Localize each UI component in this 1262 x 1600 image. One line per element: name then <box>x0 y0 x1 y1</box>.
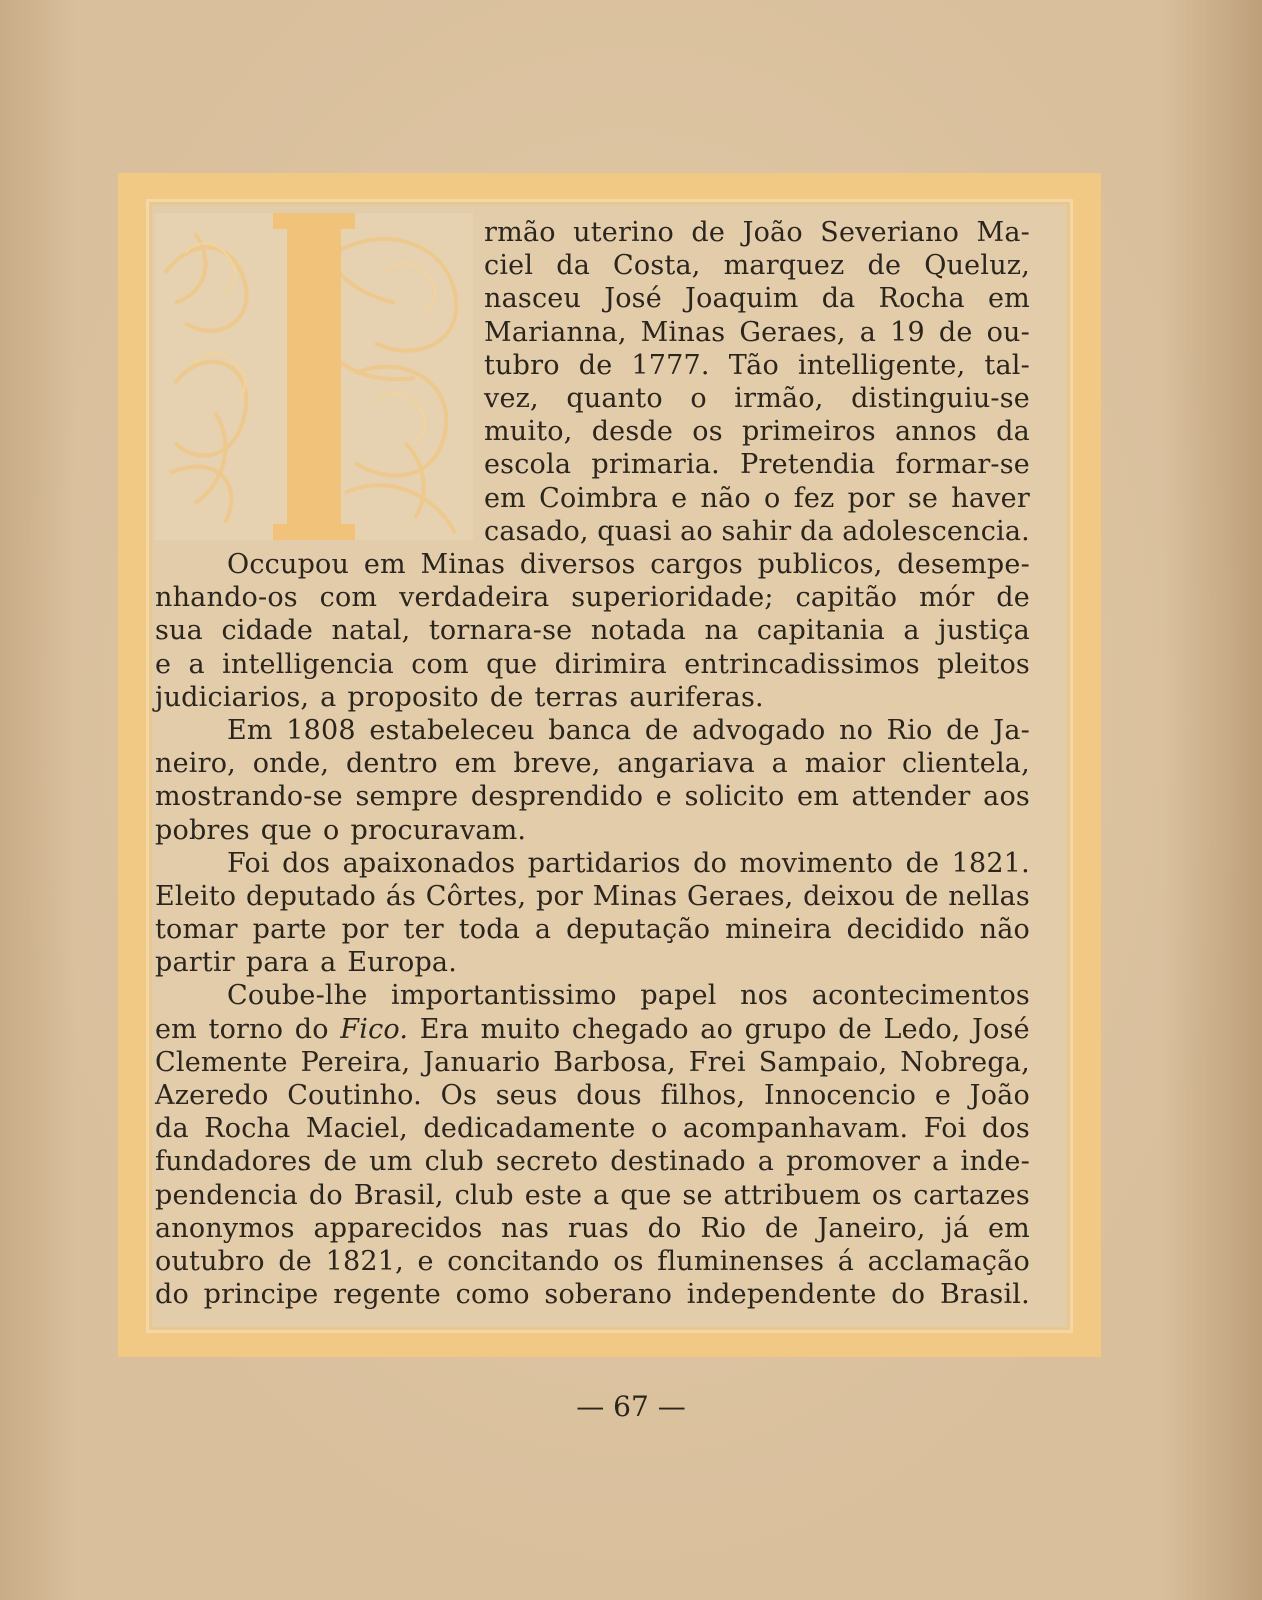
word: do <box>891 1279 926 1311</box>
word: de <box>838 1013 872 1045</box>
word: sua <box>155 615 203 647</box>
drop-cap-letter: I <box>313 458 315 459</box>
word: acclamação <box>867 1245 1030 1277</box>
word: do <box>647 1212 682 1244</box>
word: dos <box>981 1113 1030 1145</box>
word: um <box>369 1146 413 1178</box>
word: superioridade; <box>571 582 774 614</box>
word: annos <box>894 416 977 448</box>
word: estabeleceu <box>369 714 535 746</box>
word: mór <box>919 582 975 614</box>
word: deputação <box>566 914 711 946</box>
word: por <box>847 482 895 514</box>
word: 19 <box>890 316 925 348</box>
drop-cap-ornament <box>155 213 473 540</box>
word: verdadeira <box>399 582 550 614</box>
word: Nobrega, <box>900 1046 1030 1078</box>
word: Azeredo <box>155 1080 269 1111</box>
word: Januario <box>423 1046 541 1078</box>
word: Ja- <box>993 714 1030 746</box>
word: mostrando-se <box>155 781 343 813</box>
text-line <box>484 349 1030 382</box>
word: toda <box>458 914 521 946</box>
word: Minas <box>640 316 726 348</box>
word: em <box>987 1212 1030 1244</box>
word: do <box>294 1013 329 1045</box>
word: independente <box>686 1279 877 1311</box>
word: ruas <box>567 1212 629 1244</box>
word: secreto <box>495 1146 599 1178</box>
word: escola <box>484 449 572 481</box>
word: regente <box>333 1279 441 1311</box>
text-line <box>155 1179 1030 1212</box>
word: Eleito <box>155 880 237 912</box>
text-line <box>155 814 1030 847</box>
word: fluminenses <box>657 1245 825 1277</box>
word: os <box>613 1245 644 1277</box>
word: Côrtes, <box>425 880 527 912</box>
word: Brasil, <box>353 1179 444 1211</box>
word: tornara-se <box>428 615 573 647</box>
word: Rocha <box>204 1113 291 1145</box>
word: fundadores <box>155 1146 312 1178</box>
word: da <box>556 250 590 282</box>
word: Joaquim <box>685 283 799 315</box>
word: sempre <box>355 781 459 813</box>
word: de <box>904 880 939 912</box>
word: que <box>620 1179 672 1211</box>
word: irmão, <box>734 382 824 414</box>
word: procuravam. <box>350 814 527 846</box>
word: pobres <box>155 814 250 846</box>
word: já <box>944 1212 970 1244</box>
word: Em <box>227 714 273 746</box>
word: nhando-os <box>155 582 298 614</box>
word: a <box>534 914 552 946</box>
word: distinguiu-se <box>851 382 1030 414</box>
word: em <box>363 549 406 580</box>
word: Geraes, <box>739 316 846 348</box>
word: de <box>489 681 524 713</box>
word: Coutinho. <box>287 1080 422 1111</box>
word: desprendido <box>470 781 644 813</box>
word: capitania <box>756 615 885 647</box>
word: a <box>188 648 205 680</box>
word: de <box>644 714 679 746</box>
word: angariava <box>617 748 755 780</box>
word: Pretendia <box>740 449 876 481</box>
word: com <box>319 582 378 614</box>
word: Maciel, <box>305 1113 408 1145</box>
word: breve, <box>513 748 601 780</box>
text-line <box>155 681 1030 714</box>
word: por <box>341 914 389 946</box>
word: capitão <box>795 582 898 614</box>
page-number: — 67 — <box>576 1390 686 1423</box>
word: que <box>486 648 538 680</box>
word: decidido <box>846 914 965 946</box>
text-line <box>155 880 1030 913</box>
word: Ledo, <box>883 1013 961 1045</box>
word: muito, <box>484 416 573 448</box>
intro-paragraph <box>484 216 1030 548</box>
word: de <box>996 582 1030 614</box>
word: se <box>907 482 939 514</box>
text-line <box>155 1245 1030 1278</box>
word: club <box>454 1179 514 1211</box>
word: marquez <box>723 250 845 282</box>
word: e <box>655 781 672 813</box>
word: Foi <box>923 1113 967 1145</box>
word: intelligencia <box>222 648 394 680</box>
word: a <box>932 1146 949 1178</box>
text-line <box>155 648 1030 681</box>
word: no <box>839 714 874 746</box>
word: entrincadissimos <box>684 648 920 680</box>
word: Clemente <box>155 1046 288 1078</box>
word: clientela, <box>901 748 1030 780</box>
text-line <box>484 316 1030 349</box>
text-line <box>155 548 1030 581</box>
word: 1777. <box>631 349 710 381</box>
text-line <box>155 1013 1030 1046</box>
word: partidarios <box>527 847 681 879</box>
word: ás <box>385 880 417 912</box>
word: pleitos <box>937 648 1030 680</box>
word: dentro <box>345 748 438 780</box>
word: ao <box>700 1013 734 1045</box>
word: auriferas. <box>629 681 764 713</box>
word: Ma- <box>976 217 1030 248</box>
word: club <box>424 1146 484 1178</box>
word: Occupou <box>227 549 350 580</box>
word: acontecimentos <box>811 980 1030 1012</box>
word: em <box>797 781 840 813</box>
word: de <box>578 349 613 381</box>
word: 1808 <box>286 714 356 746</box>
word: á <box>837 1245 855 1277</box>
word: notada <box>590 615 687 647</box>
word: Barbosa, <box>553 1046 676 1078</box>
word: do <box>155 1279 189 1311</box>
text-line <box>155 1079 1030 1112</box>
word: que <box>260 814 313 846</box>
word: Coimbra <box>539 482 658 514</box>
word: Costa, <box>613 250 701 282</box>
word: em <box>454 748 497 780</box>
word: João <box>742 217 803 248</box>
word: principe <box>203 1279 319 1311</box>
text-line <box>155 614 1030 647</box>
word: por <box>535 880 584 912</box>
word: 1821. <box>951 847 1030 879</box>
word: e <box>155 648 172 680</box>
word: maior <box>804 748 886 780</box>
word: e <box>671 482 688 514</box>
word: de <box>867 250 902 282</box>
word: publicos, <box>757 549 883 580</box>
word: torno <box>208 1013 284 1045</box>
word: natal, <box>331 615 411 647</box>
word: advogado <box>692 714 826 746</box>
word: Foi <box>227 847 270 879</box>
word: outubro <box>155 1245 265 1277</box>
word: aos <box>983 781 1030 813</box>
word: de <box>691 217 726 248</box>
word: Sampaio, <box>758 1046 888 1078</box>
word: diversos <box>519 549 636 580</box>
word: este <box>524 1179 583 1211</box>
word: promover <box>786 1146 921 1178</box>
text-line <box>155 847 1030 880</box>
word: José <box>604 283 662 315</box>
word: terras <box>534 681 619 713</box>
text-line <box>155 1046 1030 1079</box>
word: o <box>764 482 781 514</box>
word: grupo <box>744 1013 827 1045</box>
word: cidade <box>221 615 314 647</box>
word: o <box>690 382 707 414</box>
word: primeiros <box>741 416 876 448</box>
word: formar-se <box>895 449 1030 481</box>
word: a <box>593 1179 610 1211</box>
word: intelligente, <box>797 349 966 381</box>
word: Rio <box>700 1212 747 1244</box>
text-line <box>484 482 1030 515</box>
word: da <box>821 283 856 315</box>
word: dirimira <box>554 648 667 680</box>
word: papel <box>640 980 717 1012</box>
word: adolescencia. <box>842 515 1030 547</box>
word: seus <box>495 1080 558 1111</box>
word: Coube-lhe <box>227 980 368 1012</box>
word: neiro, <box>155 748 236 780</box>
word: Brasil. <box>939 1279 1030 1311</box>
word: a <box>757 1146 775 1178</box>
word: sahir <box>721 515 792 547</box>
word: apaixonados <box>342 847 516 879</box>
text-line <box>155 946 1030 979</box>
word: 1821, <box>325 1245 404 1277</box>
word: a <box>903 615 920 647</box>
word: Era <box>419 1013 470 1045</box>
word: Geraes, <box>687 880 794 912</box>
word: acompanhavam. <box>682 1113 909 1145</box>
word: dos <box>282 847 331 879</box>
text-line <box>155 581 1030 614</box>
text-line <box>484 249 1030 282</box>
word: ao <box>680 515 713 547</box>
word: da <box>799 515 834 547</box>
word: os <box>871 1179 903 1211</box>
word: e <box>417 1245 434 1277</box>
word: haver <box>951 482 1030 514</box>
word: nellas <box>948 880 1030 912</box>
text-line <box>484 382 1030 415</box>
word: a <box>859 316 877 348</box>
text-line <box>155 1278 1030 1311</box>
body-paragraphs <box>155 548 1030 1311</box>
word: banca <box>548 714 632 746</box>
word: de <box>764 1212 799 1244</box>
word: anonymos <box>155 1212 295 1244</box>
word: dedicadamente <box>423 1113 636 1145</box>
word: o <box>650 1113 668 1145</box>
word: José <box>972 1013 1030 1045</box>
word: mineira <box>725 914 832 946</box>
word: de <box>946 714 980 746</box>
word: parte <box>252 914 327 946</box>
word: não <box>979 914 1030 946</box>
word: nasceu <box>484 283 582 315</box>
word: pendencia <box>155 1179 298 1211</box>
word: solicito <box>684 781 785 813</box>
word: onde, <box>252 748 330 780</box>
word: apparecidos <box>313 1212 483 1244</box>
word: casado, <box>484 515 589 547</box>
word: ou- <box>986 316 1030 348</box>
word: muito <box>480 1013 561 1045</box>
word: importantissimo <box>391 980 617 1012</box>
word: uterino <box>573 217 674 248</box>
word: concitando <box>447 1245 600 1277</box>
word: de <box>905 847 940 879</box>
word: desde <box>591 416 674 448</box>
text-line <box>155 1212 1030 1245</box>
word: cargos <box>650 549 743 580</box>
text-line <box>155 913 1030 946</box>
word: do <box>308 1179 343 1211</box>
word: tal- <box>984 349 1030 381</box>
word: quanto <box>566 382 663 414</box>
word: chegado <box>571 1013 689 1045</box>
word: deputado <box>245 880 376 912</box>
text-line <box>155 979 1030 1012</box>
word: não <box>700 482 751 514</box>
word: Rocha <box>878 283 965 315</box>
word: tubro <box>484 349 560 381</box>
word: de <box>278 1245 312 1277</box>
word: Marianna, <box>484 316 627 348</box>
word: Janeiro, <box>817 1212 926 1244</box>
word: os <box>692 416 723 448</box>
word: da <box>996 416 1030 448</box>
word: justiça <box>938 615 1030 647</box>
word: para <box>245 947 310 979</box>
word: em <box>987 283 1030 315</box>
word: Queluz, <box>924 250 1030 282</box>
word: a <box>320 681 337 713</box>
word: se <box>682 1179 713 1211</box>
word: Frei <box>688 1046 746 1078</box>
word: quasi <box>597 515 672 547</box>
word: primaria. <box>591 449 720 481</box>
text-line <box>484 448 1030 481</box>
word: soberano <box>544 1279 673 1311</box>
word: attribuem <box>723 1179 861 1211</box>
word: ter <box>403 914 444 946</box>
word: Minas <box>592 880 678 912</box>
word: filhos, <box>660 1080 746 1111</box>
word: rmão <box>484 217 556 248</box>
word: tomar <box>155 914 238 946</box>
word: Minas <box>420 549 506 580</box>
word: nas <box>501 1212 550 1244</box>
word: partir <box>155 947 235 979</box>
word: desempe- <box>897 549 1030 580</box>
word: a <box>320 947 337 979</box>
text-line <box>155 714 1030 747</box>
word: nos <box>740 980 789 1012</box>
word: Os <box>440 1080 478 1111</box>
word: Pereira, <box>300 1046 411 1078</box>
text-line <box>155 1145 1030 1178</box>
word: inde- <box>960 1146 1030 1178</box>
word: fez <box>793 482 835 514</box>
word: attender <box>851 781 971 813</box>
text-line <box>155 747 1030 780</box>
word: João <box>969 1080 1030 1111</box>
word: da <box>155 1113 189 1145</box>
word: em <box>484 482 526 514</box>
word: Tão <box>728 349 779 381</box>
word: judiciarios, <box>155 681 310 713</box>
word: movimento <box>739 847 894 879</box>
word: cartazes <box>913 1179 1030 1211</box>
word: deixou <box>803 880 896 912</box>
drop-cap-letter-stem <box>287 213 341 540</box>
word: do <box>693 847 728 879</box>
word: ciel <box>484 250 534 282</box>
word: na <box>704 615 739 647</box>
text-line <box>484 282 1030 315</box>
word: em <box>155 1013 197 1045</box>
text-line <box>484 415 1030 448</box>
word: Fico. <box>340 1013 409 1045</box>
word: como <box>455 1279 530 1311</box>
word: vez, <box>484 382 539 414</box>
word: dous <box>576 1080 642 1111</box>
word: com <box>411 648 469 680</box>
word: Europa. <box>347 947 458 979</box>
word: de <box>938 316 973 348</box>
text-line <box>155 1112 1030 1145</box>
word: de <box>323 1146 358 1178</box>
word: Rio <box>886 714 933 746</box>
word: o <box>323 814 340 846</box>
text-line <box>155 780 1030 813</box>
word: proposito <box>347 681 479 713</box>
word: e <box>934 1080 951 1111</box>
word: a <box>771 748 788 780</box>
word: Innocencio <box>763 1080 917 1111</box>
text-line <box>484 515 1030 548</box>
text-line <box>484 216 1030 249</box>
word: Severiano <box>820 217 960 248</box>
word: destinado <box>610 1146 746 1178</box>
